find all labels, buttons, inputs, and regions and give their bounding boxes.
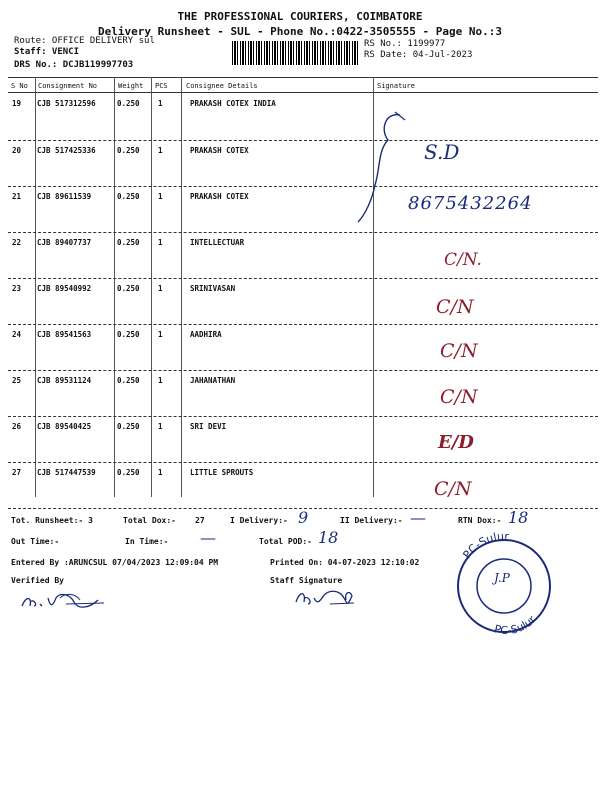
row-consignee: SRINIVASAN bbox=[190, 284, 236, 293]
row-consignment-no: CJB 89531124 bbox=[37, 376, 92, 385]
row-sno: 26 bbox=[12, 422, 22, 431]
total-dox-label: Total Dox:- bbox=[123, 516, 176, 525]
mark-cn: C/N. bbox=[444, 250, 482, 270]
route-label: Route: OFFICE DELIVERY sul bbox=[14, 36, 155, 46]
row-sno: 21 bbox=[12, 192, 22, 201]
row-consignee: PRAKASH COTEX bbox=[190, 146, 249, 155]
row-consignee: SRI DEVI bbox=[190, 422, 227, 431]
col-consignment-no: Consignment No bbox=[38, 82, 98, 90]
row-weight: 0.250 bbox=[117, 192, 140, 201]
out-time-label: Out Time:- bbox=[11, 537, 60, 546]
row-sno: 19 bbox=[12, 99, 22, 108]
rs-date: RS Date: 04-Jul-2023 bbox=[364, 50, 473, 60]
svg-text:PC-Sulur bbox=[460, 530, 509, 561]
row-weight: 0.250 bbox=[117, 99, 140, 108]
row-weight: 0.250 bbox=[117, 468, 140, 477]
col-pcs: PCS bbox=[155, 82, 168, 90]
total-pod-label: Total POD:- bbox=[259, 537, 312, 546]
col-consignee-details: Consignee Details bbox=[186, 82, 258, 90]
rs-number: RS No.: 1199977 bbox=[364, 39, 446, 49]
row-pcs: 1 bbox=[158, 468, 163, 477]
row-consignee: AADHIRA bbox=[190, 330, 222, 339]
entered-by: Entered By :ARUNCSUL 07/04/2023 12:09:04 PM bbox=[11, 558, 219, 567]
col-weight: Weight bbox=[118, 82, 144, 90]
row-pcs: 1 bbox=[158, 192, 163, 201]
row-pcs: 1 bbox=[158, 99, 163, 108]
row-consignee: PRAKASH COTEX INDIA bbox=[190, 99, 276, 108]
row-consignee: LITTLE SPROUTS bbox=[190, 468, 254, 477]
tot-runsheet: Tot. Runsheet:- 3 bbox=[11, 516, 93, 525]
stamp-top-text: PC-Sulur bbox=[460, 529, 510, 562]
row-sno: 25 bbox=[12, 376, 22, 385]
row-sno: 22 bbox=[12, 238, 22, 247]
row-pcs: 1 bbox=[158, 422, 163, 431]
stamp-center: J.P bbox=[494, 571, 510, 585]
staff-signature-label: Staff Signature bbox=[270, 576, 343, 585]
row-pcs: 1 bbox=[158, 238, 163, 247]
row-consignee: JAHANATHAN bbox=[190, 376, 236, 385]
row-weight: 0.250 bbox=[117, 376, 140, 385]
ii-delivery-label: II Delivery:- bbox=[340, 516, 403, 525]
company-title: THE PROFESSIONAL COURIERS, COIMBATORE bbox=[177, 10, 423, 23]
row-pcs: 1 bbox=[158, 146, 163, 155]
row-sno: 23 bbox=[12, 284, 22, 293]
runsheet-subtitle: Delivery Runsheet - SUL - Phone No.:0422-3505555 - Page No.:3 bbox=[98, 25, 502, 38]
row-consignment-no: CJB 517447539 bbox=[37, 468, 96, 477]
mark-ed: E/D bbox=[438, 432, 474, 453]
row-consignee: PRAKASH COTEX bbox=[190, 192, 249, 201]
row-pcs: 1 bbox=[158, 284, 163, 293]
drs-number: DRS No.: DCJB119997703 bbox=[14, 60, 134, 70]
i-delivery-value: 9 bbox=[298, 508, 309, 527]
row-consignee: INTELLECTUAR bbox=[190, 238, 245, 247]
row-weight: 0.250 bbox=[117, 238, 140, 247]
row-consignment-no: CJB 89540992 bbox=[37, 284, 92, 293]
row-pcs: 1 bbox=[158, 330, 163, 339]
rtn-dox-value: 18 bbox=[508, 508, 529, 527]
stamp-bottom-text: PC-Sulur bbox=[492, 613, 539, 638]
handwritten-phone: 8675432264 bbox=[408, 193, 533, 214]
row-consignment-no: CJB 89541563 bbox=[37, 330, 92, 339]
row-pcs: 1 bbox=[158, 376, 163, 385]
row-weight: 0.250 bbox=[117, 284, 140, 293]
mark-cn: C/N bbox=[440, 386, 478, 408]
total-pod-value: 18 bbox=[318, 528, 339, 547]
row-weight: 0.250 bbox=[117, 146, 140, 155]
rtn-dox-label: RTN Dox:- bbox=[458, 516, 502, 525]
col-signature: Signature bbox=[377, 82, 415, 90]
col-sno: S No bbox=[11, 82, 28, 90]
mark-cn: C/N bbox=[436, 296, 474, 318]
mark-cn: C/N bbox=[440, 340, 478, 362]
total-dox-value: 27 bbox=[195, 516, 205, 525]
i-delivery-label: I Delivery:- bbox=[230, 516, 288, 525]
ii-delivery-value: — bbox=[410, 508, 426, 527]
staff-label: Staff: VENCI bbox=[14, 47, 80, 57]
row-weight: 0.250 bbox=[117, 422, 140, 431]
signature-sd: S.D bbox=[424, 140, 460, 164]
mark-cn: C/N bbox=[434, 478, 472, 500]
printed-on: Printed On: 04-07-2023 12:10:02 bbox=[270, 558, 420, 567]
in-time-value: — bbox=[200, 528, 216, 547]
row-consignment-no: CJB 89611539 bbox=[37, 192, 92, 201]
row-consignment-no: CJB 89540425 bbox=[37, 422, 92, 431]
svg-text:PC-Sulur bbox=[493, 613, 539, 637]
row-sno: 20 bbox=[12, 146, 22, 155]
verified-by-label: Verified By bbox=[11, 576, 64, 585]
row-weight: 0.250 bbox=[117, 330, 140, 339]
row-sno: 27 bbox=[12, 468, 22, 477]
row-consignment-no: CJB 517425336 bbox=[37, 146, 96, 155]
row-sno: 24 bbox=[12, 330, 22, 339]
row-consignment-no: CJB 89407737 bbox=[37, 238, 92, 247]
row-consignment-no: CJB 517312596 bbox=[37, 99, 96, 108]
in-time-label: In Time:- bbox=[125, 537, 169, 546]
